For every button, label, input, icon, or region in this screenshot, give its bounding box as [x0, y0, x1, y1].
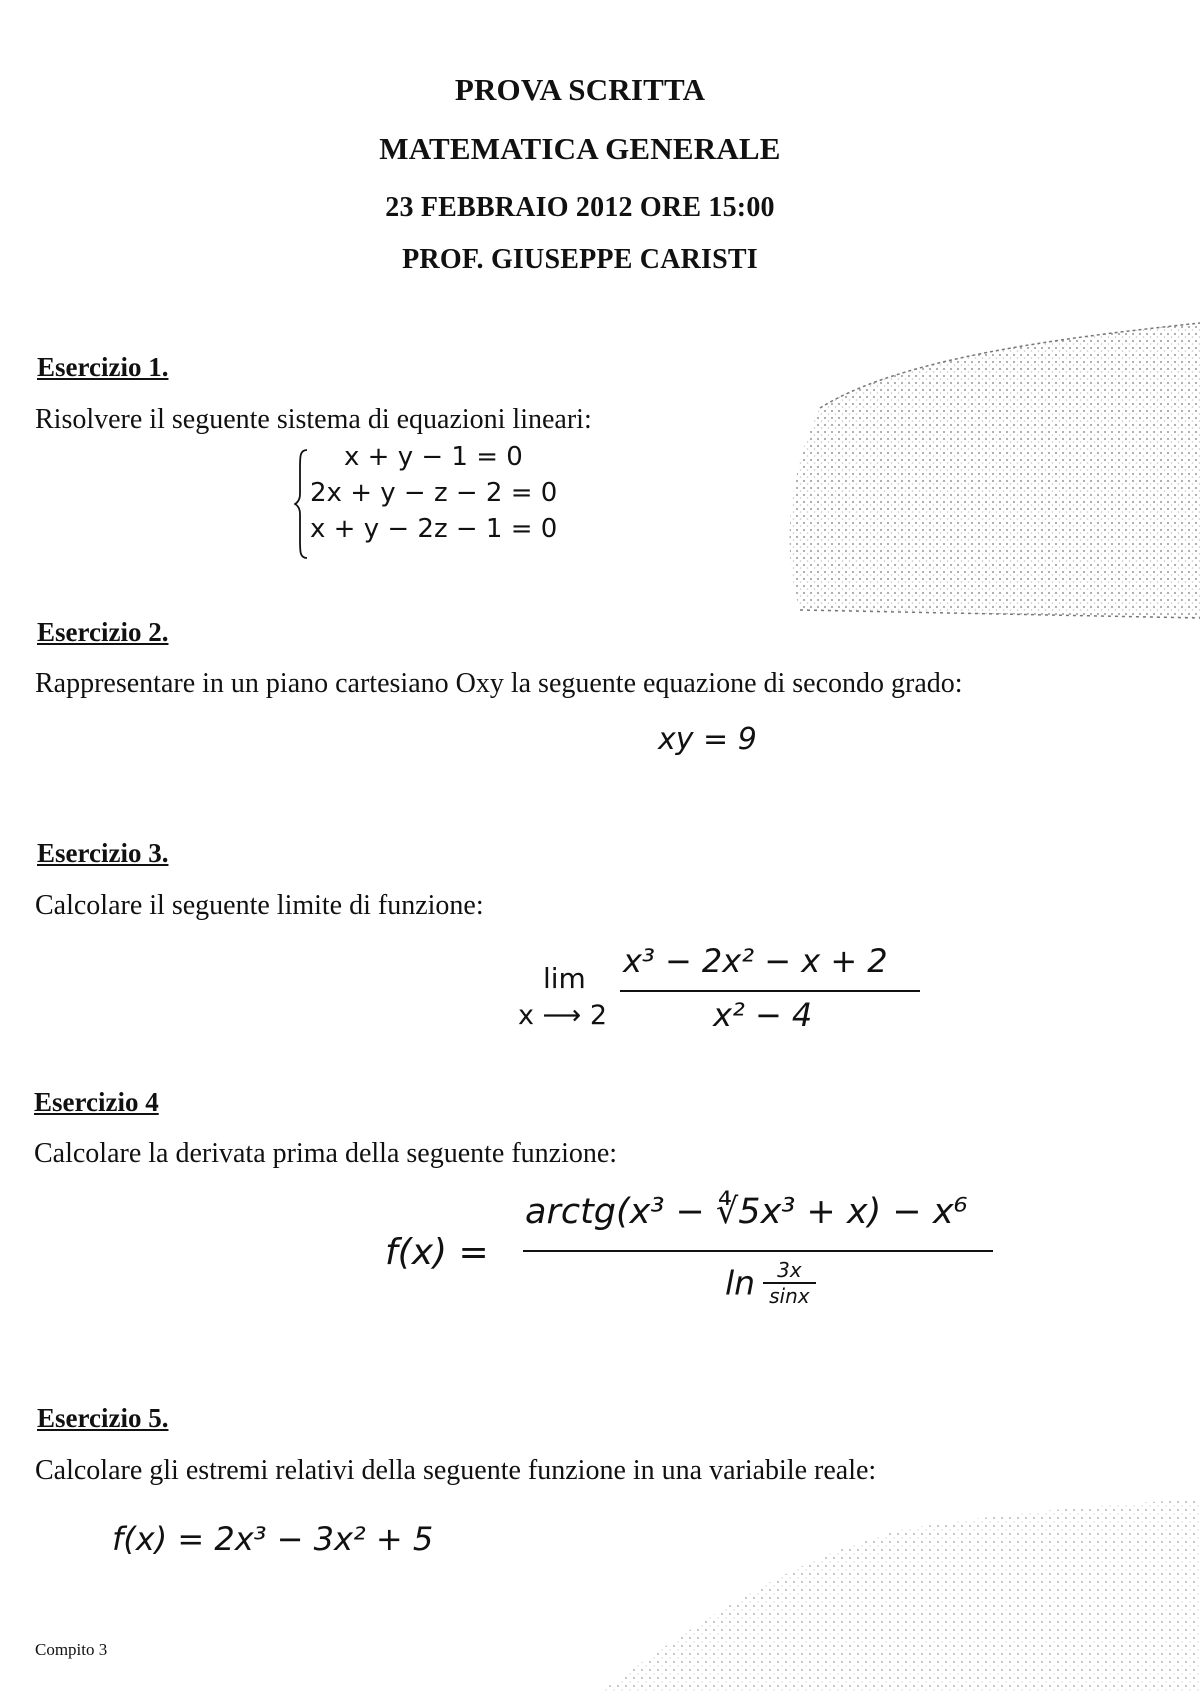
exercise-2-text: Rappresentare in un piano cartesiano Oxy la seguente equazione di secondo grado:	[35, 668, 963, 699]
system-equation-2: 2x + y − z − 2 = 0	[310, 478, 558, 508]
exercise-3-title: Esercizio 3.	[37, 838, 169, 868]
ln-argument-numerator: 3x	[777, 1258, 802, 1282]
limit-subscript: x ⟶ 2	[518, 1000, 608, 1031]
exercise-2-title: Esercizio 2.	[37, 617, 169, 647]
scan-noise-bottom-right	[600, 1500, 1200, 1692]
ln-argument-denominator: sinx	[763, 1282, 816, 1308]
exercise-4-title: Esercizio 4	[34, 1087, 159, 1117]
heading-course: MATEMATICA GENERALE	[379, 131, 781, 166]
derivative-numerator: arctg(x³ − ∜5x³ + x) − x⁶	[525, 1192, 968, 1232]
limit-denominator: x² − 4	[713, 996, 813, 1034]
exercise-5-text: Calcolare gli estremi relativi della seguente funzione in una variabile reale:	[35, 1455, 877, 1486]
exercise-3-text: Calcolare il seguente limite di funzione:	[35, 890, 484, 921]
derivative-lhs: f(x) =	[385, 1232, 489, 1273]
limit-operator: lim	[543, 962, 586, 995]
derivative-fraction-bar	[523, 1250, 993, 1252]
linear-system	[294, 442, 594, 568]
derivative-expression	[385, 1192, 1025, 1342]
exercise-4-text: Calcolare la derivata prima della seguente funzione:	[34, 1138, 618, 1169]
system-equation-3: x + y − 2z − 1 = 0	[310, 514, 558, 544]
system-equation-1: x + y − 1 = 0	[344, 442, 523, 472]
footer-compito: Compito 3	[35, 1640, 108, 1659]
heading-date: 23 FEBBRAIO 2012 ORE 15:00	[385, 192, 775, 223]
limit-expression	[518, 942, 918, 1042]
heading-professor: PROF. GIUSEPPE CARISTI	[402, 244, 758, 275]
derivative-denominator	[725, 1258, 816, 1308]
exercise-5-equation: f(x) = 2x³ − 3x² + 5	[112, 1520, 434, 1558]
exercise-2-equation: xy = 9	[658, 722, 757, 757]
limit-fraction-bar	[620, 990, 920, 992]
exercise-5-title: Esercizio 5.	[37, 1403, 169, 1433]
heading-prova-scritta: PROVA SCRITTA	[454, 72, 706, 107]
exercise-1-text: Risolvere il seguente sistema di equazioni lineari:	[35, 404, 592, 435]
ln-operator: ln	[725, 1263, 756, 1303]
exercise-1-title: Esercizio 1.	[37, 352, 169, 382]
scan-noise-top-right	[760, 318, 1200, 628]
limit-numerator: x³ − 2x² − x + 2	[623, 942, 888, 980]
left-brace-icon	[294, 448, 308, 560]
ln-argument-fraction	[763, 1258, 816, 1308]
